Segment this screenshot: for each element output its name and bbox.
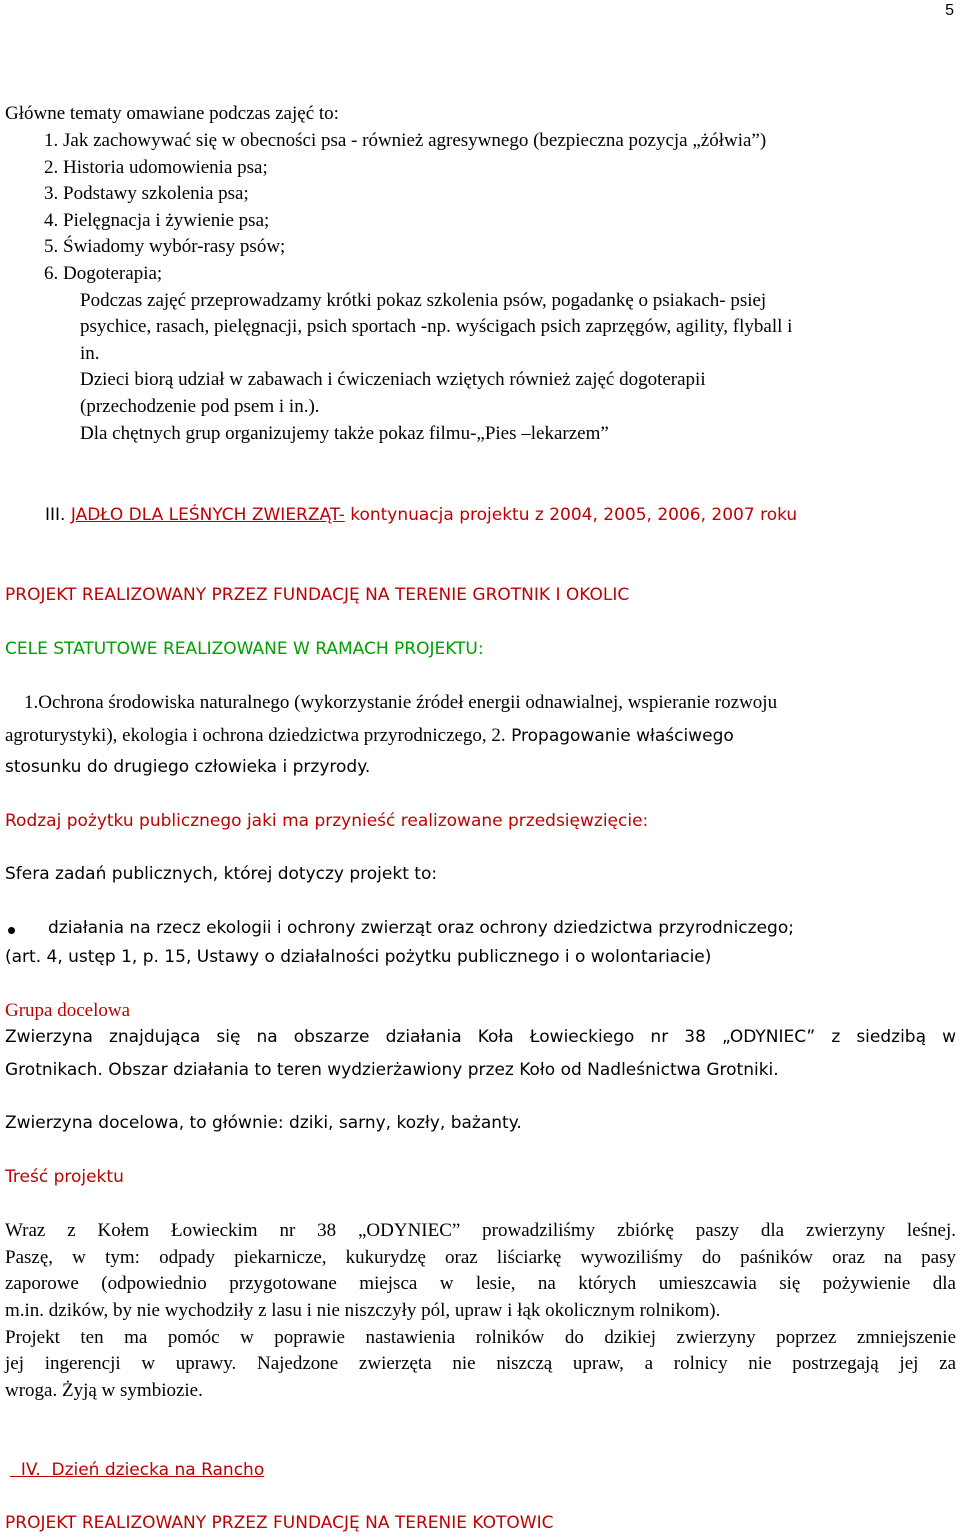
paragraph-line: Projekt ten ma pomóc w poprawie nastawienia rolników do dzikiej zwierzyny poprzez zmniejszenie [5, 1327, 956, 1348]
paragraph-line: jej ingerencji w uprawy. Najedzone zwierzęta nie niszczą upraw, a rolnicy nie postrzegają jej za [5, 1353, 956, 1374]
section-title: JADŁO DLA LEŚNYCH ZWIERZĄT- [70, 505, 345, 525]
article-line: (art. 4, ustęp 1, p. 15, Ustawy o działalności pożytku publicznego i o wolontariacie) [5, 947, 712, 967]
content-heading: Treść projektu [5, 1167, 124, 1187]
paragraph-line: Dzieci biorą udział w zabawach i ćwiczeniach wziętych również zajęć dogoterapii [80, 369, 706, 390]
goals-heading: CELE STATUTOWE REALIZOWANE W RAMACH PROJEKTU: [5, 639, 484, 659]
paragraph-line: m.in. dzików, by nie wychodziły z lasu i nie niszczyły pól, upraw i łąk okolicznym rolnikom). [5, 1300, 721, 1321]
topics-heading: Główne tematy omawiane podczas zajęć to: [5, 103, 339, 124]
section-title: Dzień dziecka na Rancho [51, 1460, 265, 1480]
paragraph-line: Wraz z Kołem Łowieckim nr 38 „ODYNIEC” prowadziliśmy zbiórkę paszy dla zwierzyny leśnej. [5, 1220, 956, 1241]
paragraph-line: Zwierzyna znajdująca się na obszarze działania Koła Łowieckiego nr 38 „ODYNIEC” z siedzibą w [5, 1027, 956, 1047]
bullet-icon [8, 927, 15, 934]
list-item: 2. Historia udomowienia psa; [44, 157, 268, 178]
paragraph-line: 1.Ochrona środowiska naturalnego (wykorzystanie źródeł energii odnawialnej, wspieranie rozwoju [24, 692, 778, 713]
benefit-heading: Rodzaj pożytku publicznego jaki ma przynieść realizowane przedsięwzięcie: [5, 811, 649, 831]
list-item: 3. Podstawy szkolenia psa; [44, 183, 249, 204]
paragraph-line: Zwierzyna docelowa, to głównie: dziki, sarny, kozły, bażanty. [5, 1113, 522, 1133]
list-item: 5. Świadomy wybór-rasy psów; [44, 236, 286, 257]
section-number: IV. [20, 1460, 41, 1480]
paragraph-line: psychice, rasach, pielęgnacji, psich sportach -np. wyścigach psich zaprzęgów, agility, flyball i [80, 316, 793, 337]
section-heading [10, 1460, 264, 1480]
paragraph-line: Podczas zajęć przeprowadzamy krótki pokaz szkolenia psów, pogadankę o psiakach- psiej [80, 290, 767, 311]
paragraph-line: zaporowe (odpowiednio przygotowane miejsca w lesie, na których umieszcawia się pożywienie dla [5, 1273, 956, 1294]
page-number: 5 [945, 2, 954, 19]
list-item: działania na rzecz ekologii i ochrony zwierząt oraz ochrony dziedzictwa przyrodniczego; [48, 918, 794, 938]
paragraph-line: agroturystyki), ekologia i ochrona dziedzictwa przyrodniczego, 2. Propagowanie właściwego [5, 725, 734, 746]
paragraph-line: wroga. Żyją w symbiozie. [5, 1380, 203, 1401]
sphere-line: Sfera zadań publicznych, której dotyczy projekt to: [5, 864, 438, 884]
paragraph-line: in. [80, 343, 100, 364]
section-number: III. [45, 505, 66, 525]
list-item: 4. Pielęgnacja i żywienie psa; [44, 210, 270, 231]
project-location: PROJEKT REALIZOWANY PRZEZ FUNDACJĘ NA TERENIE KOTOWIC [5, 1513, 554, 1533]
target-heading: Grupa docelowa [5, 1000, 131, 1021]
paragraph-line: Dla chętnych grup organizujemy także pokaz filmu-„Pies –lekarzem” [80, 423, 609, 444]
list-item: 6. Dogoterapia; [44, 263, 163, 284]
paragraph-line: Paszę, w tym: odpady piekarnicze, kukurydzę oraz liściarkę wywoziliśmy do paśników oraz na pasy [5, 1247, 956, 1268]
section-heading [45, 505, 797, 525]
list-item: 1. Jak zachowywać się w obecności psa - również agresywnego (bezpieczna pozycja „żółwia”) [44, 130, 767, 151]
paragraph-line: (przechodzenie pod psem i in.). [80, 396, 320, 417]
section-subtitle: kontynuacja projektu z 2004, 2005, 2006, 2007 roku [344, 505, 798, 525]
project-location: PROJEKT REALIZOWANY PRZEZ FUNDACJĘ NA TERENIE GROTNIK I OKOLIC [5, 585, 630, 605]
paragraph-line: Grotnikach. Obszar działania to teren wydzierżawiony przez Koło od Nadleśnictwa Grotniki. [5, 1060, 779, 1080]
paragraph-line: stosunku do drugiego człowieka i przyrody. [5, 757, 371, 777]
